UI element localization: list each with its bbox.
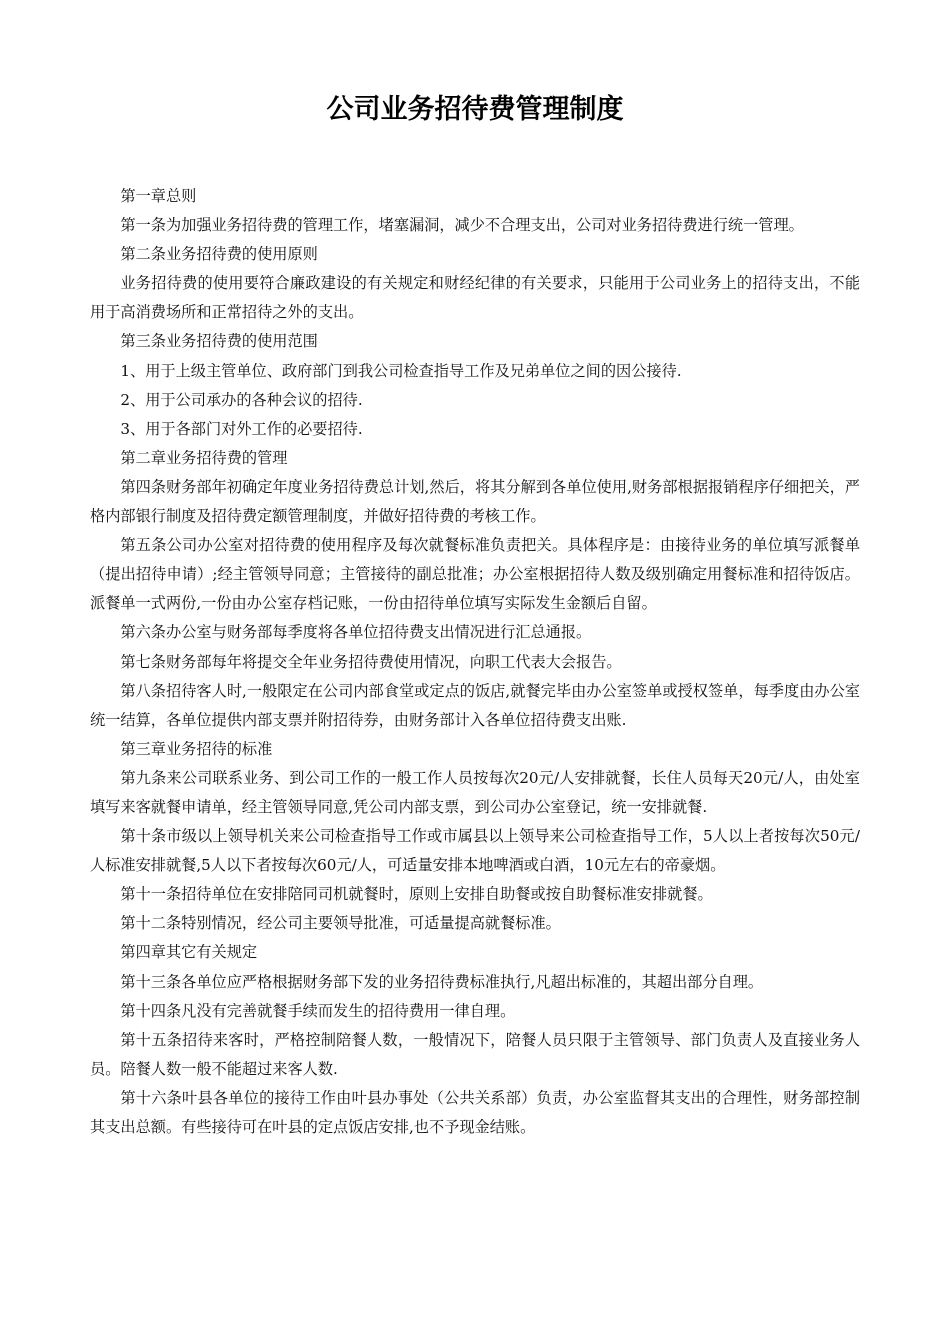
- paragraph: 第二章业务招待费的管理: [120, 448, 288, 467]
- paragraph: 第七条财务部每年将提交全年业务招待费使用情况，向职工代表大会报告。: [120, 652, 622, 671]
- paragraph: 3、用于各部门对外工作的必要招待.: [120, 419, 363, 438]
- paragraph: 第十四条凡没有完善就餐手续而发生的招待费用一律自理。: [120, 1001, 516, 1020]
- paragraph: 第一条为加强业务招待费的管理工作，堵塞漏洞，减少不合理支出，公司对业务招待费进行统一管理。: [120, 216, 804, 235]
- paragraph: 第四条财务部年初确定年度业务招待费总计划,然后，将其分解到各单位使用,财务部根据报销程序仔细把关，严格内部银行制度及招待费定额管理制度，并做好招待费的考核工作。: [90, 477, 860, 526]
- paragraph: 第九条来公司联系业务、到公司工作的一般工作人员按每次20元/人安排就餐，长住人员每天20元/人，由处室填写来客就餐申请单，经主管领导同意,凭公司内部支票，到公司办公室登记，统一安排就餐.: [90, 768, 860, 816]
- paragraph: 1、用于上级主管单位、政府部门到我公司检查指导工作及兄弟单位之间的因公接待.: [120, 361, 682, 380]
- paragraph: 第十二条特别情况，经公司主要领导批准，可适量提高就餐标准。: [120, 914, 561, 933]
- paragraph: 第八条招待客人时,一般限定在公司内部食堂或定点的饭店,就餐完毕由办公室签单或授权签单，每季度由办公室统一结算，各单位提供内部支票并附招待券，由财务部计入各单位招待费支出账.: [90, 681, 860, 729]
- paragraph: 第十五条招待来客时，严格控制陪餐人数，一般情况下，陪餐人员只限于主管领导、部门负责人及直接业务人员。陪餐人数一般不能超过来客人数.: [90, 1030, 860, 1078]
- paragraph: 第四章其它有关规定: [120, 943, 258, 962]
- document-body: [90, 182, 860, 1142]
- paragraph: 第二条业务招待费的使用原则: [120, 245, 318, 264]
- document-title: 公司业务招待费管理制度: [326, 94, 624, 125]
- paragraph: 第十条市级以上领导机关来公司检查指导工作或市属县以上领导来公司检查指导工作，5人以上者按每次50元/人标准安排就餐,5人以下者按每次60元/人，可适量安排本地啤酒或白酒，10元左右的帝豪烟。: [90, 827, 860, 875]
- paragraph: 第十一条招待单位在安排陪同司机就餐时，原则上安排自助餐或按自助餐标准安排就餐。: [120, 885, 713, 904]
- paragraph: 第五条公司办公室对招待费的使用程序及每次就餐标准负责把关。具体程序是：由接待业务的单位填写派餐单（提出招待申请）;经主管领导同意；主管接待的副总批准；办公室根据招待人数及级别确定用餐标准和招待饭店。派餐单一式两份,一份由办公室存档记账，一份由招待单位填写实际发生金额后自留。: [90, 536, 860, 613]
- paragraph: 第三条业务招待费的使用范围: [120, 332, 318, 351]
- paragraph: 第六条办公室与财务部每季度将各单位招待费支出情况进行汇总通报。: [120, 623, 592, 642]
- paragraph: 业务招待费的使用要符合廉政建设的有关规定和财经纪律的有关要求，只能用于公司业务上的招待支出，不能用于高消费场所和正常招待之外的支出。: [90, 274, 860, 322]
- paragraph: 2、用于公司承办的各种会议的招待.: [120, 390, 363, 409]
- paragraph: 第三章业务招待的标准: [120, 739, 273, 758]
- paragraph: 第十三条各单位应严格根据财务部下发的业务招待费标准执行,凡超出标准的，其超出部分自理。: [120, 972, 764, 991]
- paragraph: 第一章总则: [120, 187, 197, 205]
- paragraph: 第十六条叶县各单位的接待工作由叶县办事处（公共关系部）负责，办公室监督其支出的合理性，财务部控制其支出总额。有些接待可在叶县的定点饭店安排,也不予现金结账。: [90, 1088, 860, 1136]
